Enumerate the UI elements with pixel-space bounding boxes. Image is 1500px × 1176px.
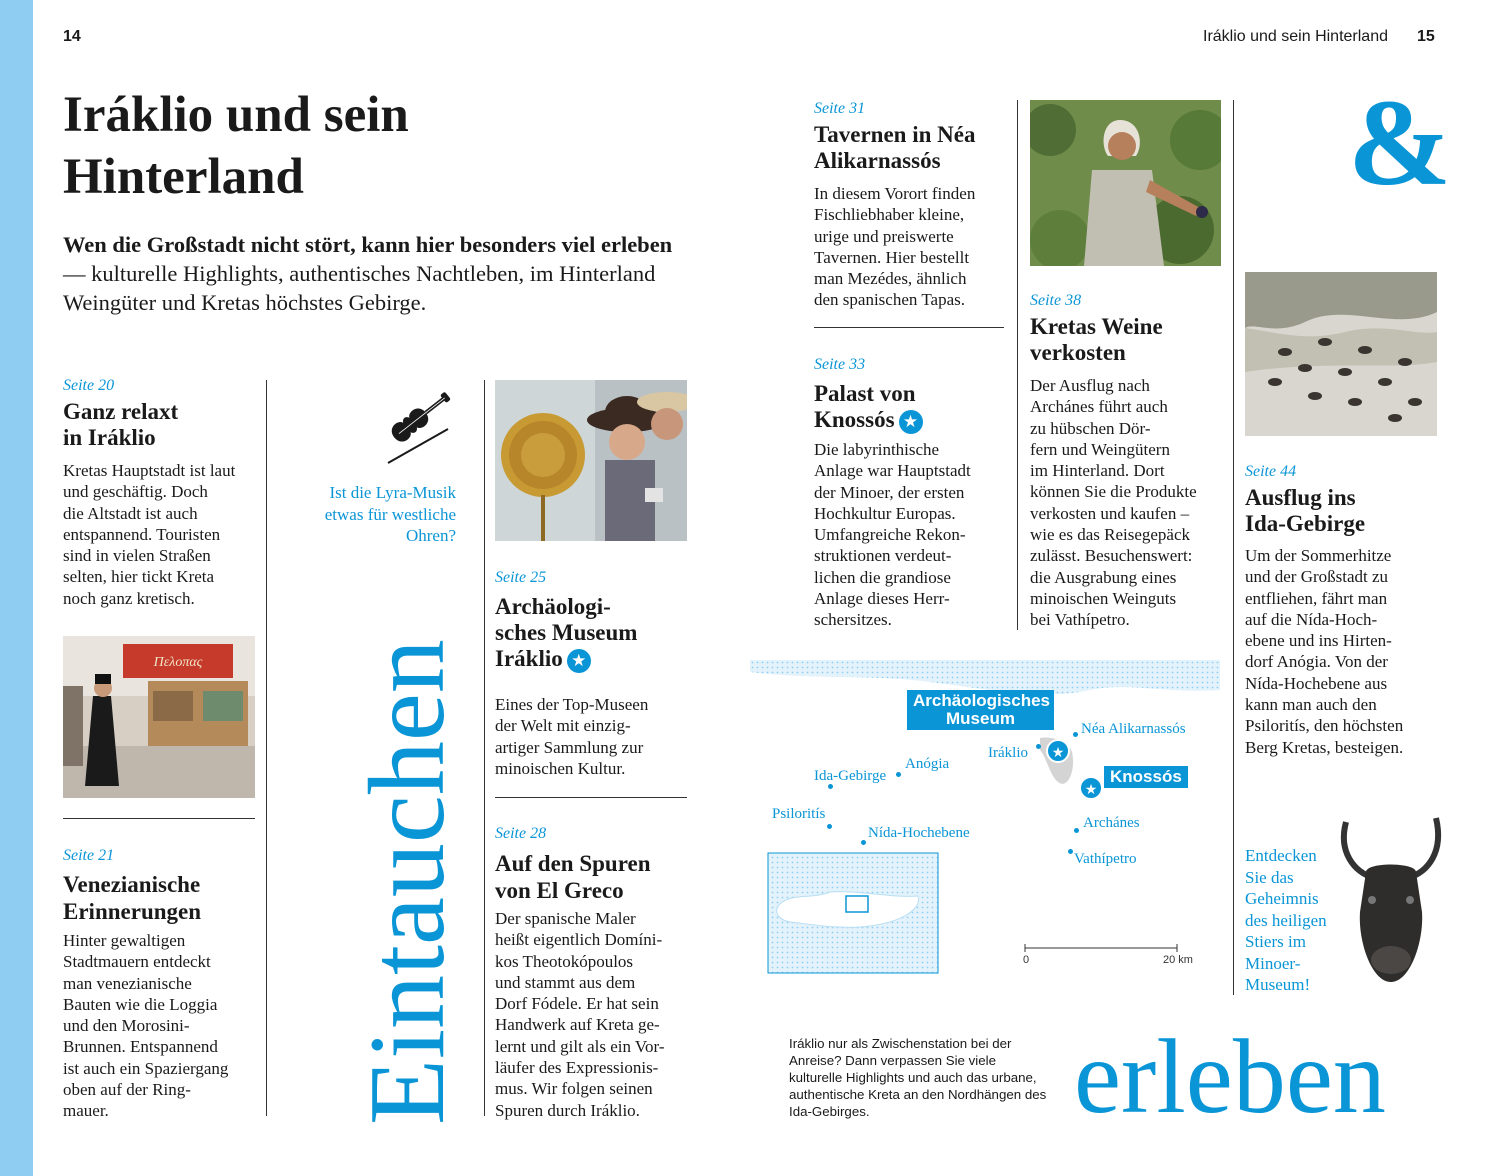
top-sight-star-icon: ★	[899, 410, 923, 434]
article-title-venezianisch: Venezianische Erinnerungen	[63, 872, 202, 924]
page-ref-31: Seite 31	[814, 100, 866, 117]
page-ref-33: Seite 33	[814, 356, 866, 373]
map-label-vathipetro: Vathípetro	[1074, 851, 1137, 867]
page-ref-25: Seite 25	[495, 569, 547, 586]
article-title-knossos: Palast von Knossós ★	[814, 381, 1014, 434]
article-title-greco: Auf den Spuren von El Greco	[495, 851, 651, 903]
top-sight-star-icon: ★	[567, 649, 591, 673]
article-body-knossos: Die labyrinthische Anlage war Hauptstadt der Minoer, der ersten Hochkultur Europas. Umfangreiche Rekon- struktionen verdeut- lichen die grandiose Anlage dieses Herr- schersitzes.	[814, 440, 971, 630]
article-body-greco: Der spanische Maler heißt eigentlich Domíni- kos Theotokópoulos und stammt aus dem Dorf Fódele. Er hat sein Handwerk auf Kreta ge- lernt und gilt als ein Vor- läufer des Expressionis- mus. Wir folgen seinen Spuren durch Iráklio.	[495, 909, 665, 1120]
page-ref-38: Seite 38	[1030, 292, 1082, 309]
page-ref-44: Seite 44	[1245, 463, 1297, 480]
map-label-nea: Néa Alikarnassós	[1081, 721, 1186, 737]
museum-photo	[495, 380, 687, 541]
map-label-anogia: Anógia	[905, 756, 950, 772]
page-title: Iráklio und sein Hinterland	[63, 87, 409, 205]
map-label-museum: Archäologisches Museum	[907, 690, 1054, 730]
map-marker	[827, 824, 832, 829]
divider	[63, 818, 255, 819]
article-title-weine: Kretas Weine verkosten	[1030, 314, 1163, 365]
street-photo	[63, 636, 255, 798]
lyra-question: Ist die Lyra-Musik etwas für westliche Ohren?	[324, 483, 456, 545]
article-body-venezianisch: Hinter gewaltigen Stadtmauern entdeckt man venezianische Bauten wie die Loggia und den Morosini- Brunnen. Entspannend ist auch ein Spaziergang oben auf der Ring- mauer.	[63, 931, 229, 1121]
map-label-psiloritis: Psiloritís	[772, 806, 826, 822]
column-rule	[1233, 100, 1234, 995]
map-marker	[1036, 744, 1041, 749]
article-title-ida: Ausflug ins Ida-Gebirge	[1245, 485, 1366, 536]
map-marker	[1074, 828, 1079, 833]
page-ref-28: Seite 28	[495, 825, 547, 842]
divider	[495, 797, 687, 798]
erleben-headline: erleben	[1074, 1018, 1386, 1135]
intro-text: Wen die Großstadt nicht stört, kann hier besonders viel erleben — kulturelle Highlights, authentisches Nachtleben, im Hinterland Weingüter und Kretas höchstes Gebirge.	[63, 232, 673, 315]
map-label-archanes: Archánes	[1083, 815, 1140, 831]
map-label-iraklio: Iráklio	[988, 745, 1028, 761]
page-edge-bar	[0, 0, 33, 1176]
page-ref-20: Seite 20	[63, 377, 115, 394]
article-body-ida: Um der Sommerhitze und der Großstadt zu entfliehen, fährt man auf die Nída-Hoch- ebene und ins Hirten- dorf Anógia. Von der Nída-Hochebene aus kann man auch den Psiloritís, den höchsten Berg Kretas, besteigen.	[1245, 546, 1404, 757]
page-ref-21: Seite 21	[63, 847, 115, 864]
running-title: Iráklio und sein Hinterland	[1203, 28, 1388, 45]
article-body-tavernen: In diesem Vorort finden Fischliebhaber kleine, urige und preiswerte Tavernen. Hier bestellt man Mezédes, ähnlich den spanischen Tapas.	[814, 184, 976, 310]
map-marker	[896, 772, 901, 777]
column-rule	[266, 380, 267, 1116]
article-body-weine: Der Ausflug nach Archánes führt auch zu hübschen Dör- fern und Weingütern im Hinterland. Dort können Sie die Produkte verkosten und kaufen – wie es das Reisegepäck zulässt. Besuchenswert: die Ausgrabung eines minoischen Weinguts bei Vathípetro.	[1030, 376, 1197, 630]
eintauchen-headline: Eintauchen	[348, 639, 467, 1125]
article-title-museum: Archäologi- sches Museum Iráklio ★	[495, 594, 638, 671]
map-marker	[1073, 732, 1078, 737]
article-title-tavernen: Tavernen in Néa Alikarnassós	[814, 122, 976, 173]
goats-photo	[1245, 272, 1437, 436]
svg-text:Πελοπας: Πελοπας	[153, 655, 203, 670]
bull-head-image	[1336, 812, 1446, 987]
column-rule	[1017, 100, 1018, 630]
map-label-ida: Ida-Gebirge	[814, 768, 887, 784]
article-title-relaxt: Ganz relaxt in Iráklio	[63, 399, 179, 450]
ampersand-headline: &	[1348, 74, 1452, 211]
map-label-nida: Nída-Hochebene	[868, 825, 970, 841]
page-number-right: 15	[1417, 28, 1435, 45]
map-marker	[861, 840, 866, 845]
map-marker	[1068, 849, 1073, 854]
vineyard-photo	[1030, 100, 1221, 266]
map-label-knossos: Knossós	[1104, 766, 1188, 788]
page-number-left: 14	[63, 28, 81, 45]
article-body-museum: Eines der Top-Museen der Welt mit einzig- artiger Sammlung zur minoischen Kultur.	[495, 695, 649, 778]
map-scale-start: 0	[1023, 954, 1030, 966]
violin-icon	[360, 385, 460, 465]
divider	[814, 327, 1004, 328]
article-body-relaxt: Kretas Hauptstadt ist laut und geschäftig. Doch die Altstadt ist auch entspannend. Touristen sind in vielen Straßen selten, hier tickt Kreta noch ganz kretisch.	[63, 461, 236, 608]
map-scale-end: 20 km	[1163, 954, 1193, 966]
bull-question: Entdecken Sie das Geheimnis des heiligen Stiers im Minoer- Museum!	[1245, 846, 1327, 994]
map-caption: Iráklio nur als Zwischenstation bei der Anreise? Dann verpassen Sie viele kulturelle Highlights und auch das urbane, authentische Kreta an den Nordhängen des Ida-Gebirges.	[789, 1036, 1047, 1119]
svg-text:★: ★	[1084, 782, 1098, 798]
svg-text:★: ★	[1051, 745, 1065, 761]
region-map	[750, 660, 1220, 988]
column-rule	[484, 380, 485, 1116]
